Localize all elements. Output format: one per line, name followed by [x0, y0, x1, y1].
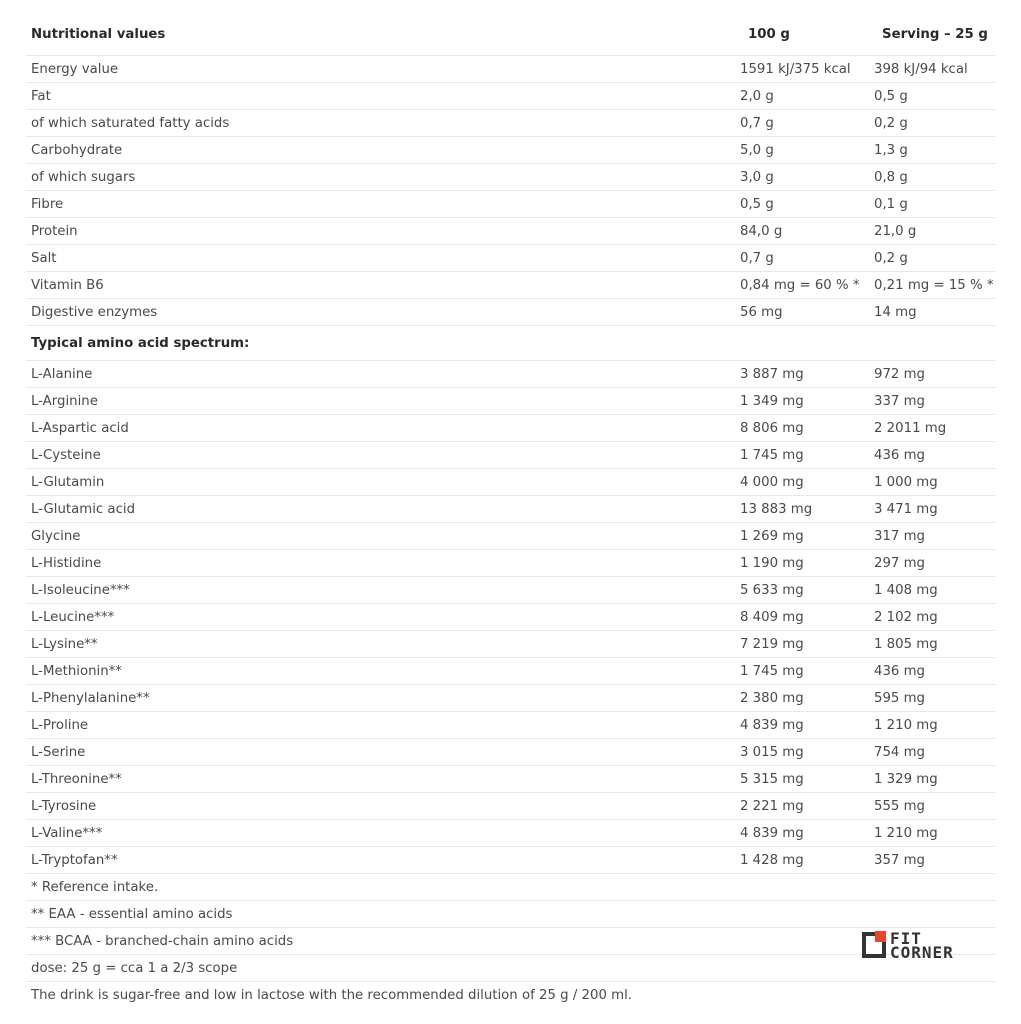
amino-acid-row-per100: 1 745 mg [740, 448, 804, 463]
nutrient-rows [26, 56, 996, 326]
amino-acid-row-name: L-Proline [31, 718, 89, 733]
nutrient-row-per100: 1591 kJ/375 kcal [740, 62, 851, 77]
amino-acid-row-serving: 754 mg [874, 745, 925, 760]
nutrient-row-serving: 0,2 g [874, 116, 908, 131]
amino-acid-row-name: L-Histidine [31, 556, 102, 571]
amino-acid-row-serving: 555 mg [874, 799, 925, 814]
amino-acid-row-name: L-Cysteine [31, 448, 101, 463]
nutrient-row [26, 191, 996, 218]
nutrient-row-per100: 0,7 g [740, 116, 774, 131]
nutrient-row-name: Protein [31, 224, 78, 239]
amino-acid-row-name: L-Isoleucine*** [31, 583, 130, 598]
amino-acid-row-per100: 1 269 mg [740, 529, 804, 544]
footnote-text: dose: 25 g = cca 1 a 2/3 scope [31, 961, 238, 976]
amino-acid-row [26, 793, 996, 820]
footnote-row [26, 928, 996, 955]
footnote-row [26, 874, 996, 901]
nutrient-row-serving: 1,3 g [874, 143, 908, 158]
nutrient-row-per100: 5,0 g [740, 143, 774, 158]
amino-acid-row-name: L-Methionin** [31, 664, 122, 679]
nutrient-row-per100: 84,0 g [740, 224, 783, 239]
logo-text-line1: FIT [890, 929, 922, 948]
amino-acid-row [26, 604, 996, 631]
nutrition-table [26, 20, 996, 1009]
amino-acid-row [26, 415, 996, 442]
amino-acid-row-per100: 13 883 mg [740, 502, 813, 517]
amino-acid-row-serving: 317 mg [874, 529, 925, 544]
amino-section-title: Typical amino acid spectrum: [31, 336, 250, 351]
footnote-text: The drink is sugar-free and low in lactose with the recommended dilution of 25 g / 200 ml. [31, 988, 633, 1003]
nutrient-row-name: Energy value [31, 62, 119, 77]
nutrient-row-serving: 0,21 mg = 15 % * [874, 278, 994, 293]
amino-acid-row-name: L-Tryptofan** [31, 853, 118, 868]
amino-acid-row [26, 442, 996, 469]
amino-acid-row-per100: 2 221 mg [740, 799, 804, 814]
amino-acid-row-name: L-Phenylalanine** [31, 691, 150, 706]
nutrient-row-serving: 14 mg [874, 305, 917, 320]
footnote-row [26, 901, 996, 928]
nutrient-row-per100: 3,0 g [740, 170, 774, 185]
amino-acid-row-name: L-Threonine** [31, 772, 122, 787]
amino-acid-row [26, 820, 996, 847]
nutrient-row-name: Salt [31, 251, 57, 266]
nutrient-row-serving: 0,5 g [874, 89, 908, 104]
amino-acid-row [26, 361, 996, 388]
amino-acid-row-per100: 3 887 mg [740, 367, 804, 382]
amino-acid-row [26, 685, 996, 712]
amino-acid-row-serving: 357 mg [874, 853, 925, 868]
logo-text-line2: CORNER [890, 943, 954, 962]
amino-acid-row-serving: 3 471 mg [874, 502, 938, 517]
amino-acid-row-serving: 2 102 mg [874, 610, 938, 625]
amino-acid-row-per100: 3 015 mg [740, 745, 804, 760]
nutrient-row [26, 245, 996, 272]
amino-acid-row-serving: 1 000 mg [874, 475, 938, 490]
amino-acid-row-per100: 7 219 mg [740, 637, 804, 652]
amino-acid-row-name: L-Lysine** [31, 637, 98, 652]
nutrient-row [26, 218, 996, 245]
amino-acid-row [26, 496, 996, 523]
amino-acid-row-serving: 297 mg [874, 556, 925, 571]
amino-acid-row-name: L-Aspartic acid [31, 421, 129, 436]
amino-acid-row [26, 712, 996, 739]
nutrient-row [26, 272, 996, 299]
amino-rows [26, 361, 996, 874]
nutrient-row-serving: 0,1 g [874, 197, 908, 212]
amino-acid-row [26, 847, 996, 874]
logo-accent-icon [875, 931, 886, 942]
nutrient-row [26, 137, 996, 164]
nutrient-row-name: Fat [31, 89, 51, 104]
header-label: Nutritional values [31, 27, 166, 42]
footnote-text: *** BCAA - branched-chain amino acids [31, 934, 294, 949]
header-serving: Serving – 25 g [882, 27, 988, 42]
amino-acid-row-serving: 1 329 mg [874, 772, 938, 787]
amino-acid-row-per100: 1 349 mg [740, 394, 804, 409]
nutrient-row-per100: 0,7 g [740, 251, 774, 266]
amino-acid-row-serving: 1 408 mg [874, 583, 938, 598]
amino-acid-row-per100: 4 839 mg [740, 718, 804, 733]
nutrient-row-serving: 0,2 g [874, 251, 908, 266]
amino-acid-row [26, 577, 996, 604]
amino-acid-row [26, 739, 996, 766]
amino-acid-row-per100: 1 190 mg [740, 556, 804, 571]
nutrient-row-name: of which saturated fatty acids [31, 116, 230, 131]
nutrient-row [26, 164, 996, 191]
table-header [26, 20, 996, 56]
nutrient-row-name: of which sugars [31, 170, 136, 185]
nutrient-row-per100: 2,0 g [740, 89, 774, 104]
header-100g: 100 g [748, 27, 790, 42]
amino-acid-row-serving: 1 210 mg [874, 718, 938, 733]
amino-acid-row-per100: 4 000 mg [740, 475, 804, 490]
amino-acid-row-per100: 5 633 mg [740, 583, 804, 598]
amino-acid-row-serving: 436 mg [874, 664, 925, 679]
nutrient-row-name: Digestive enzymes [31, 305, 158, 320]
nutrient-row-per100: 0,84 mg = 60 % * [740, 278, 860, 293]
amino-acid-row-serving: 2 2011 mg [874, 421, 947, 436]
amino-acid-row-name: L-Valine*** [31, 826, 103, 841]
nutrient-row [26, 110, 996, 137]
amino-acid-row-name: L-Arginine [31, 394, 98, 409]
nutrient-row-name: Fibre [31, 197, 64, 212]
footnote-text: * Reference intake. [31, 880, 159, 895]
amino-acid-row-serving: 1 805 mg [874, 637, 938, 652]
nutrient-row-per100: 0,5 g [740, 197, 774, 212]
amino-acid-row-name: L-Glutamic acid [31, 502, 136, 517]
nutrient-row [26, 299, 996, 326]
amino-acid-row-serving: 972 mg [874, 367, 925, 382]
amino-acid-row-serving: 436 mg [874, 448, 925, 463]
amino-acid-row-per100: 5 315 mg [740, 772, 804, 787]
amino-acid-row [26, 523, 996, 550]
nutrient-row-serving: 21,0 g [874, 224, 917, 239]
footnote-text: ** EAA - essential amino acids [31, 907, 233, 922]
amino-acid-row-name: L-Alanine [31, 367, 93, 382]
nutrient-row [26, 56, 996, 83]
amino-acid-row-serving: 1 210 mg [874, 826, 938, 841]
amino-acid-row-name: L-Glutamin [31, 475, 105, 490]
amino-acid-row-name: L-Serine [31, 745, 86, 760]
amino-acid-row-name: L-Tyrosine [31, 799, 97, 814]
footnotes [26, 874, 996, 1009]
nutrient-row-serving: 398 kJ/94 kcal [874, 62, 968, 77]
amino-acid-row-per100: 4 839 mg [740, 826, 804, 841]
amino-acid-row [26, 631, 996, 658]
amino-acid-row [26, 658, 996, 685]
footnote-row [26, 955, 996, 982]
amino-acid-row [26, 388, 996, 415]
amino-acid-row [26, 469, 996, 496]
nutrient-row-serving: 0,8 g [874, 170, 908, 185]
amino-acid-row-name: L-Leucine*** [31, 610, 115, 625]
amino-acid-row-name: Glycine [31, 529, 81, 544]
nutrient-row-name: Vitamin B6 [31, 278, 104, 293]
amino-acid-row-per100: 1 745 mg [740, 664, 804, 679]
nutrient-row-per100: 56 mg [740, 305, 783, 320]
amino-acid-row-per100: 8 409 mg [740, 610, 804, 625]
amino-acid-row-per100: 2 380 mg [740, 691, 804, 706]
amino-acid-row [26, 550, 996, 577]
footnote-row [26, 982, 996, 1009]
fit-corner-logo [862, 931, 980, 963]
amino-acid-row-serving: 337 mg [874, 394, 925, 409]
amino-section-header [26, 326, 996, 361]
amino-acid-row-serving: 595 mg [874, 691, 925, 706]
amino-acid-row-per100: 1 428 mg [740, 853, 804, 868]
amino-acid-row [26, 766, 996, 793]
nutrient-row-name: Carbohydrate [31, 143, 123, 158]
amino-acid-row-per100: 8 806 mg [740, 421, 804, 436]
nutrient-row [26, 83, 996, 110]
